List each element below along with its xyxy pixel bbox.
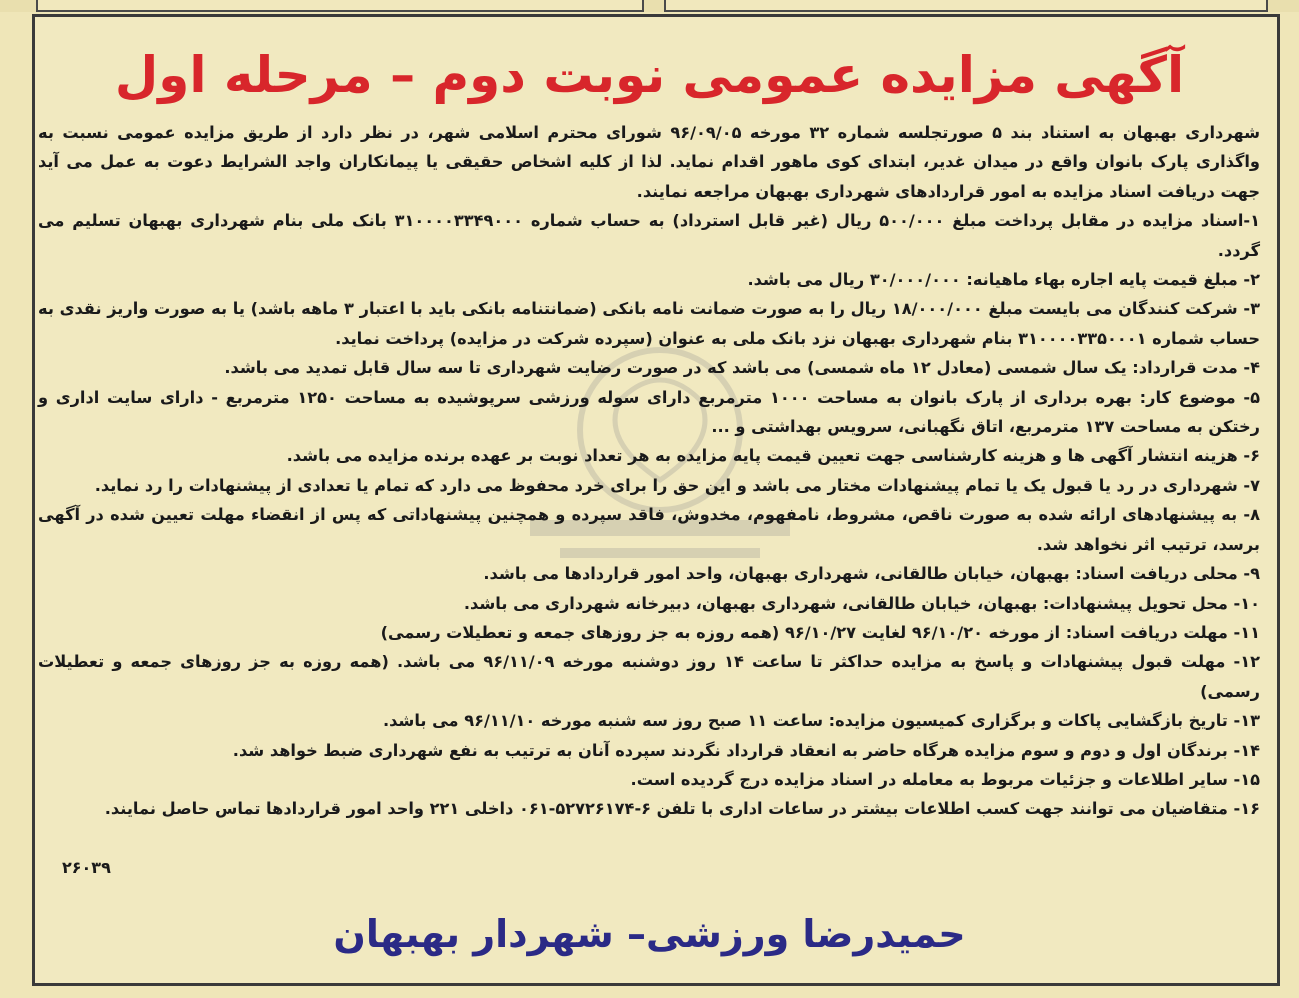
item-14: ۱۴- برندگان اول و دوم و سوم مزایده هرگاه حاضر به انعقاد قرارداد نگردند سپرده آنان به ترتیب به نفع شهرداری ضبط خواهد شد.	[232, 740, 1260, 760]
item-16: ۱۶- متقاضیان می توانند جهت کسب اطلاعات بیشتر در ساعات اداری با تلفن ۶-۵۲۷۲۶۱۷۴-۰۶۱ داخلی ۲۲۱ واحد امور قراردادها تماس حاصل نمایند.	[104, 799, 1260, 819]
adjacent-ad-box-left	[36, 0, 644, 12]
ad-body	[38, 118, 1260, 824]
item-2: ۲- مبلغ قیمت پایه اجاره بهاء ماهیانه: ۳۰/۰۰۰/۰۰۰ ریال می باشد.	[747, 270, 1260, 290]
item-9: ۹- محلی دریافت اسناد: بهبهان، خیابان طالقانی، شهرداری بهبهان، واحد امور قراردادها می باشد.	[483, 564, 1260, 584]
item-8: ۸- به پیشنهادهای ارائه شده به صورت ناقص، مشروط، نامفهوم، مخدوش، فاقد سپرده و همچنین پیشنهاداتی که پس از انقضاء مهلت تعیین شده در آگهی برسد، ترتیب اثر نخواهد شد.	[38, 505, 1260, 554]
ad-title: آگهی مزایده عمومی نوبت دوم – مرحله اول	[114, 46, 1185, 104]
item-10: ۱۰- محل تحویل پیشنهادات: بهبهان، خیابان طالقانی، شهرداری بهبهان، دبیرخانه شهرداری می باشد.	[463, 593, 1260, 613]
adjacent-ad-box-right	[664, 0, 1268, 12]
intro-paragraph: شهرداری بهبهان به استناد بند ۵ صورتجلسه شماره ۳۲ مورخه ۹۶/۰۹/۰۵ شورای محترم اسلامی شهر، در نظر دارد از طریق مزایده عمومی نسبت به واگذاری پارک بانوان واقع در میدان غدیر، ابتدای کوی ماهور اقدام نماید. لذا از کلیه اشخاص حقیقی یا پیمانکاران واجد الشرایط دعوت به عمل می آید جهت دریافت اسناد مزایده به امور قراردادهای شهرداری بهبهان مراجعه نمایند.	[38, 123, 1260, 201]
item-11: ۱۱- مهلت دریافت اسناد: از مورخه ۹۶/۱۰/۲۰ لغایت ۹۶/۱۰/۲۷ (همه روزه به جز روزهای جمعه و تعطیلات رسمی)	[380, 622, 1260, 642]
item-7: ۷- شهرداری در رد یا قبول یک یا تمام پیشنهادات مختار می باشد و این حق را برای خرد محفوظ می دارد که تمام یا تعدادی از پیشنهادات را رد نماید.	[94, 475, 1260, 495]
item-4: ۴- مدت قرارداد: یک سال شمسی (معادل ۱۲ ماه شمسی) می باشد که در صورت رضایت شهرداری تا سه سال قابل تمدید می باشد.	[224, 358, 1260, 378]
item-3: ۳- شرکت کنندگان می بایست مبلغ ۱۸/۰۰۰/۰۰۰ ریال را به صورت ضمانت نامه بانکی (ضمانتنامه بانکی باید با اعتبار ۳ ماهه باشد) یا به صورت واریز نقدی به حساب شماره ۳۱۰۰۰۰۳۳۵۰۰۰۱ بنام شهرداری بهبهان نزد بانک ملی به عنوان (سپرده شرکت در مزایده) پرداخت نماید.	[38, 299, 1260, 348]
ad-code: ۲۶۰۳۹	[62, 858, 111, 877]
signature: حمیدرضا ورزشی– شهردار بهبهان	[333, 912, 966, 956]
item-15: ۱۵- سایر اطلاعات و جزئیات مربوط به معامله در اسناد مزایده درج گردیده است.	[630, 769, 1260, 789]
item-12: ۱۲- مهلت قبول پیشنهادات و پاسخ به مزایده حداکثر تا ساعت ۱۴ روز دوشنبه مورخه ۹۶/۱۱/۰۹ می باشد. (همه روزه به جز روزهای جمعه و تعطیلات رسمی)	[38, 652, 1260, 701]
item-5: ۵- موضوع کار: بهره برداری از پارک بانوان به مساحت ۱۰۰۰ مترمربع دارای سوله ورزشی سرپوشیده به مساحت ۱۲۵۰ مترمربع - دارای سایت اداری و رختکن به مساحت ۱۳۷ مترمربع، اتاق نگهبانی، سرویس بهداشتی و ...	[38, 387, 1260, 437]
item-13: ۱۳- تاریخ بازگشایی پاکات و برگزاری کمیسیون مزایده: ساعت ۱۱ صبح روز سه شنبه مورخه ۹۶/۱۱/۱۰ می باشد.	[382, 711, 1260, 731]
item-1: ۱-اسناد مزایده در مقابل پرداخت مبلغ ۵۰۰/۰۰۰ ریال (غیر قابل استرداد) به حساب شماره ۳۱۰۰۰۰۳۳۴۹۰۰۰ بانک ملی بنام شهرداری بهبهان تسلیم می گردد.	[38, 211, 1260, 260]
item-6: ۶- هزینه انتشار آگهی ها و هزینه کارشناسی جهت تعیین قیمت پایه مزایده به هر تعداد نوبت بر عهده برنده مزایده می باشد.	[286, 446, 1260, 466]
